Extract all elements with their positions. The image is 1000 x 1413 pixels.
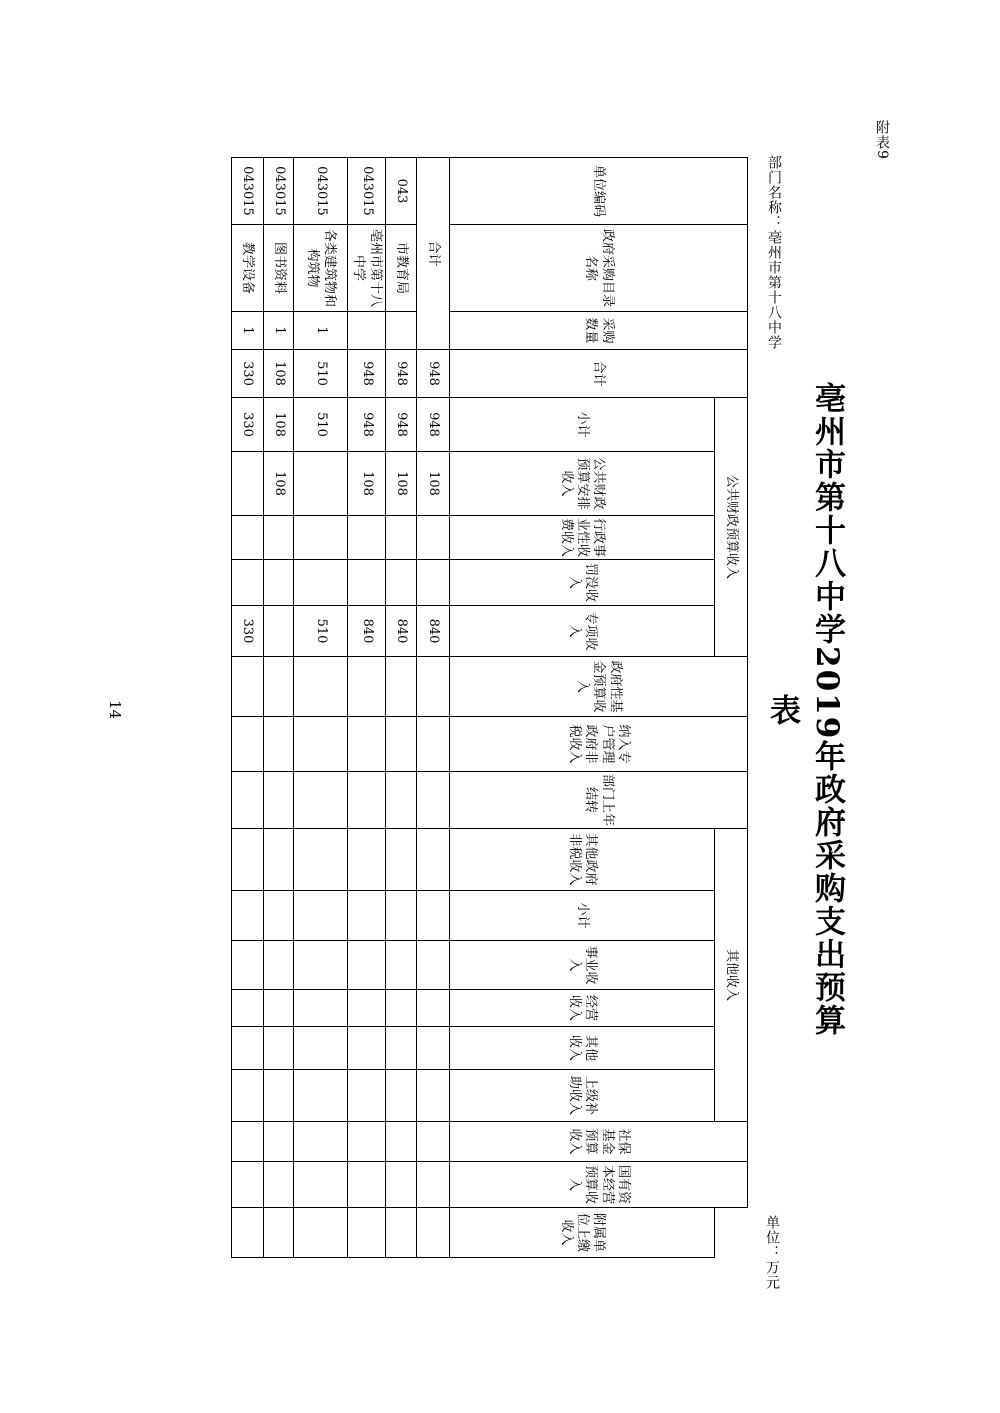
header-gov-fund: 政府性基金预算收入 — [449, 657, 747, 717]
pub-subtotal-cell: 948 — [416, 398, 449, 452]
code-cell: 043 — [386, 158, 417, 225]
total-cell: 948 — [347, 350, 386, 398]
header-special-account: 纳入专户管理政府非税收入 — [449, 717, 747, 772]
department-name: 部门名称：亳州市第十八中学 — [766, 155, 782, 350]
table-row — [263, 158, 294, 1258]
total-cell: 330 — [232, 350, 264, 398]
header-unit-code: 单位编码 — [449, 158, 747, 225]
pub-special-cell: 840 — [416, 606, 449, 657]
header-social-fund: 社保基金预算收入 — [449, 1122, 747, 1162]
header-total: 合计 — [449, 350, 747, 398]
header-pub-admin-fees: 行政事业性收费收入 — [449, 516, 715, 560]
pub-subtotal-cell: 948 — [347, 398, 386, 452]
header-state-capital: 国有资本经营预算收入 — [449, 1162, 747, 1208]
pub-arranged-cell: 108 — [347, 452, 386, 516]
header-pub-fines: 罚没收入 — [449, 560, 715, 606]
pub-arranged-cell: 108 — [416, 452, 449, 516]
pub-special-cell — [263, 606, 294, 657]
pub-special-cell: 330 — [232, 606, 264, 657]
header-catalog-name: 政府采购目录名称 — [449, 225, 747, 312]
header-oth-affiliated: 附属单位上缴收入 — [449, 1208, 715, 1258]
name-cell: 各类建筑物和构筑物 — [294, 225, 347, 312]
pub-subtotal-cell: 510 — [294, 398, 347, 452]
header-oth-subtotal: 小计 — [449, 891, 715, 941]
header-oth-other: 其他收入 — [449, 1027, 715, 1070]
table-row — [294, 158, 347, 1258]
pub-subtotal-cell: 108 — [263, 398, 294, 452]
pub-subtotal-cell: 948 — [386, 398, 417, 452]
name-cell: 图书资料 — [263, 225, 294, 312]
header-pub-subtotal: 小计 — [449, 398, 715, 452]
budget-table — [231, 157, 748, 1258]
header-oth-business: 事业收入 — [449, 941, 715, 990]
qty-cell — [347, 312, 386, 350]
pub-subtotal-cell: 330 — [232, 398, 264, 452]
pub-arranged-cell: 108 — [263, 452, 294, 516]
name-cell: 教学设备 — [232, 225, 264, 312]
qty-cell: 1 — [232, 312, 264, 350]
pub-arranged-cell — [232, 452, 264, 516]
page-title: 亳州市第十八中学2019年政府采购支出预算表 — [764, 382, 845, 1038]
total-label: 合计 — [416, 158, 449, 350]
pub-special-cell: 840 — [347, 606, 386, 657]
code-cell: 043015 — [232, 158, 264, 225]
pub-special-cell: 840 — [386, 606, 417, 657]
table-row — [386, 158, 417, 1258]
code-cell: 043015 — [263, 158, 294, 225]
header-carryover: 部门上年结转 — [449, 772, 747, 829]
total-cell: 948 — [386, 350, 417, 398]
page-number: 14 — [106, 700, 124, 720]
qty-cell — [386, 312, 417, 350]
code-cell: 043015 — [347, 158, 386, 225]
header-group-public: 公共财政预算收入 — [715, 398, 748, 657]
pub-arranged-cell — [294, 452, 347, 516]
header-oth-subsidy: 上级补助收入 — [449, 1070, 715, 1122]
unit-label: 单位：万元 — [764, 1215, 780, 1290]
header-pub-arranged: 公共财政预算安排收入 — [449, 452, 715, 516]
header-pub-other-nontax: 其他政府非税收入 — [449, 829, 715, 891]
total-cell: 510 — [294, 350, 347, 398]
header-group-other: 其他收入 — [715, 829, 748, 1122]
qty-cell: 1 — [263, 312, 294, 350]
pub-special-cell: 510 — [294, 606, 347, 657]
name-cell: 亳州市第十八中学 — [347, 225, 386, 312]
header-oth-operating: 经营收入 — [449, 990, 715, 1027]
name-cell: 市教育局 — [386, 225, 417, 312]
table-row-total — [416, 158, 449, 1258]
code-cell: 043015 — [294, 158, 347, 225]
table-row — [232, 158, 264, 1258]
header-pub-special: 专项收入 — [449, 606, 715, 657]
annex-label: 附表9 — [874, 120, 890, 160]
pub-arranged-cell: 108 — [386, 452, 417, 516]
table-row — [347, 158, 386, 1258]
total-cell: 108 — [263, 350, 294, 398]
qty-cell: 1 — [294, 312, 347, 350]
total-cell: 948 — [416, 350, 449, 398]
budget-table-wrapper — [231, 157, 748, 1257]
header-quantity: 采购数量 — [449, 312, 747, 350]
